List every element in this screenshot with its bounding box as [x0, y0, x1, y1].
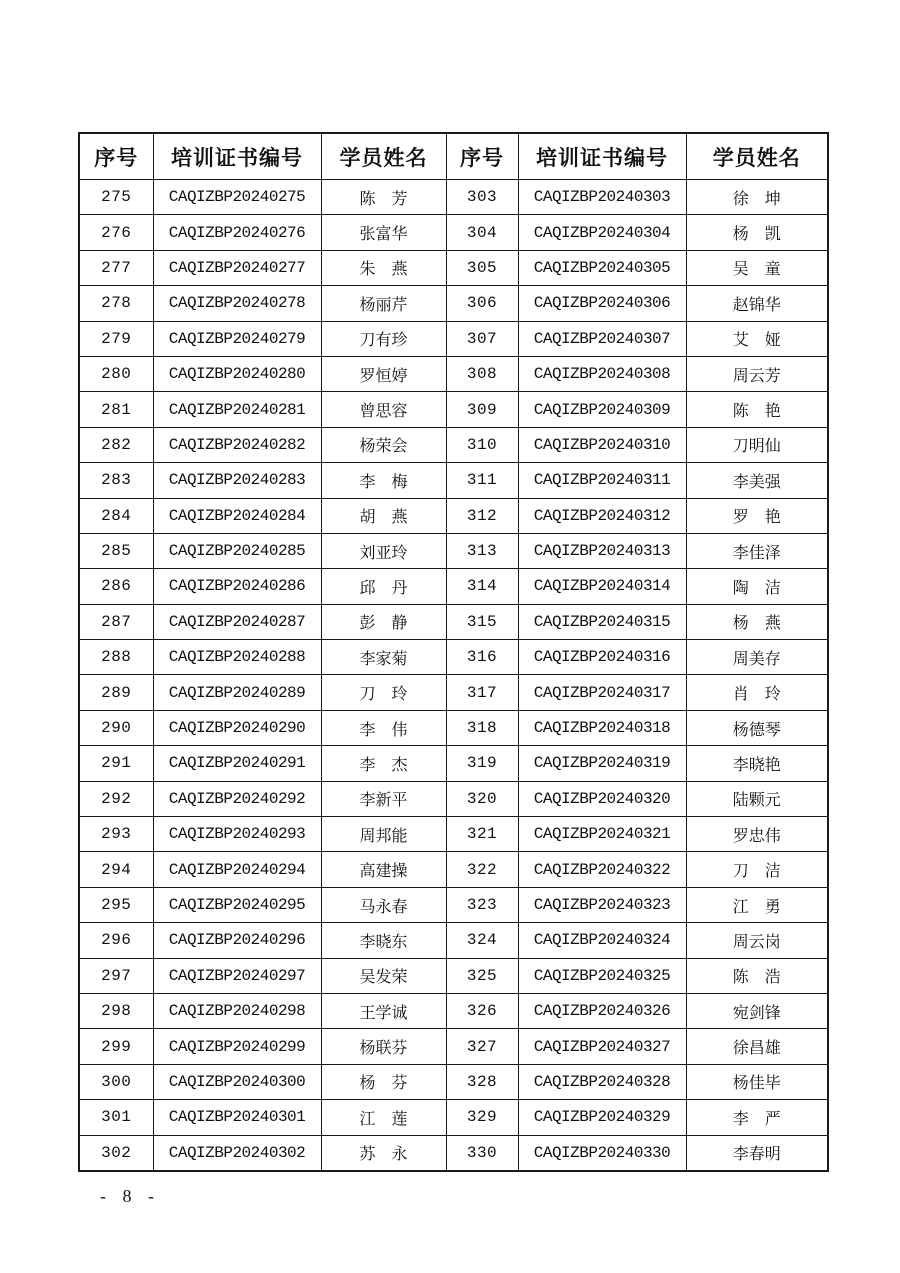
cert-number-cell-left: CAQIZBP20240301 [153, 1100, 321, 1135]
cert-number-cell-right: CAQIZBP20240305 [518, 250, 686, 285]
serial-cell-right: 325 [446, 958, 518, 993]
table-row [79, 993, 828, 1028]
cert-number-cell-left: CAQIZBP20240302 [153, 1135, 321, 1171]
student-name-cell-right: 徐昌雄 [686, 1029, 828, 1064]
student-name-cell-right: 杨德琴 [686, 710, 828, 745]
student-name-cell-right: 周云岗 [686, 923, 828, 958]
table-row [79, 569, 828, 604]
table-row [79, 852, 828, 887]
serial-cell-right: 330 [446, 1135, 518, 1171]
student-name-cell-left: 杨荣会 [321, 427, 446, 462]
certificate-roster [78, 132, 827, 1172]
table-row [79, 817, 828, 852]
table-row [79, 958, 828, 993]
student-name-cell-right: 李佳泽 [686, 533, 828, 568]
student-name-cell-right: 肖 玲 [686, 675, 828, 710]
cert-number-cell-right: CAQIZBP20240322 [518, 852, 686, 887]
table-row [79, 1100, 828, 1135]
cert-number-cell-left: CAQIZBP20240292 [153, 781, 321, 816]
serial-cell-left: 297 [79, 958, 153, 993]
student-name-cell-right: 宛剑锋 [686, 993, 828, 1028]
serial-cell-right: 305 [446, 250, 518, 285]
serial-cell-right: 319 [446, 746, 518, 781]
table-header-row [79, 133, 828, 180]
student-name-cell-right: 李美强 [686, 463, 828, 498]
cert-number-cell-right: CAQIZBP20240314 [518, 569, 686, 604]
column-header-cert-right: 培训证书编号 [518, 133, 686, 180]
serial-cell-right: 313 [446, 533, 518, 568]
table-row [79, 215, 828, 250]
cert-number-cell-right: CAQIZBP20240318 [518, 710, 686, 745]
serial-cell-left: 296 [79, 923, 153, 958]
cert-number-cell-right: CAQIZBP20240326 [518, 993, 686, 1028]
serial-cell-left: 286 [79, 569, 153, 604]
cert-number-cell-right: CAQIZBP20240312 [518, 498, 686, 533]
student-name-cell-right: 艾 娅 [686, 321, 828, 356]
cert-number-cell-right: CAQIZBP20240311 [518, 463, 686, 498]
student-name-cell-right: 周美存 [686, 640, 828, 675]
cert-number-cell-right: CAQIZBP20240324 [518, 923, 686, 958]
student-name-cell-left: 朱 燕 [321, 250, 446, 285]
cert-number-cell-left: CAQIZBP20240286 [153, 569, 321, 604]
cert-number-cell-left: CAQIZBP20240297 [153, 958, 321, 993]
serial-cell-right: 328 [446, 1064, 518, 1099]
student-name-cell-left: 李家菊 [321, 640, 446, 675]
cert-number-cell-right: CAQIZBP20240307 [518, 321, 686, 356]
serial-cell-right: 318 [446, 710, 518, 745]
cert-number-cell-left: CAQIZBP20240279 [153, 321, 321, 356]
cert-number-cell-right: CAQIZBP20240329 [518, 1100, 686, 1135]
student-name-cell-left: 马永春 [321, 887, 446, 922]
cert-number-cell-right: CAQIZBP20240313 [518, 533, 686, 568]
serial-cell-right: 316 [446, 640, 518, 675]
serial-cell-right: 329 [446, 1100, 518, 1135]
student-name-cell-left: 陈 芳 [321, 180, 446, 215]
student-name-cell-right: 杨 凯 [686, 215, 828, 250]
cert-number-cell-right: CAQIZBP20240328 [518, 1064, 686, 1099]
serial-cell-left: 282 [79, 427, 153, 462]
serial-cell-right: 303 [446, 180, 518, 215]
student-name-cell-right: 吴 童 [686, 250, 828, 285]
cert-number-cell-left: CAQIZBP20240299 [153, 1029, 321, 1064]
table-body [79, 180, 828, 1171]
table-row [79, 604, 828, 639]
cert-number-cell-left: CAQIZBP20240288 [153, 640, 321, 675]
cert-number-cell-left: CAQIZBP20240278 [153, 286, 321, 321]
serial-cell-right: 324 [446, 923, 518, 958]
serial-cell-left: 291 [79, 746, 153, 781]
student-name-cell-left: 王学诚 [321, 993, 446, 1028]
cert-number-cell-right: CAQIZBP20240327 [518, 1029, 686, 1064]
serial-cell-right: 320 [446, 781, 518, 816]
cert-number-cell-left: CAQIZBP20240298 [153, 993, 321, 1028]
student-name-cell-right: 陆颗元 [686, 781, 828, 816]
student-name-cell-right: 李 严 [686, 1100, 828, 1135]
table-row [79, 286, 828, 321]
cert-number-cell-left: CAQIZBP20240276 [153, 215, 321, 250]
serial-cell-right: 310 [446, 427, 518, 462]
serial-cell-left: 279 [79, 321, 153, 356]
table-row [79, 498, 828, 533]
column-header-cert-left: 培训证书编号 [153, 133, 321, 180]
cert-number-cell-left: CAQIZBP20240294 [153, 852, 321, 887]
serial-cell-right: 304 [446, 215, 518, 250]
student-name-cell-left: 刀 玲 [321, 675, 446, 710]
student-name-cell-left: 李晓东 [321, 923, 446, 958]
cert-number-cell-right: CAQIZBP20240330 [518, 1135, 686, 1171]
student-name-cell-right: 赵锦华 [686, 286, 828, 321]
column-header-name-right: 学员姓名 [686, 133, 828, 180]
table-row [79, 781, 828, 816]
student-name-cell-left: 罗恒婷 [321, 356, 446, 391]
cert-number-cell-left: CAQIZBP20240296 [153, 923, 321, 958]
serial-cell-left: 288 [79, 640, 153, 675]
serial-cell-right: 321 [446, 817, 518, 852]
serial-cell-right: 327 [446, 1029, 518, 1064]
cert-number-cell-right: CAQIZBP20240316 [518, 640, 686, 675]
serial-cell-right: 308 [446, 356, 518, 391]
serial-cell-left: 287 [79, 604, 153, 639]
cert-number-cell-left: CAQIZBP20240284 [153, 498, 321, 533]
student-name-cell-left: 胡 燕 [321, 498, 446, 533]
serial-cell-left: 281 [79, 392, 153, 427]
cert-number-cell-left: CAQIZBP20240277 [153, 250, 321, 285]
serial-cell-left: 300 [79, 1064, 153, 1099]
table-row [79, 1029, 828, 1064]
serial-cell-right: 314 [446, 569, 518, 604]
cert-number-cell-left: CAQIZBP20240281 [153, 392, 321, 427]
cert-number-cell-left: CAQIZBP20240290 [153, 710, 321, 745]
student-name-cell-right: 罗 艳 [686, 498, 828, 533]
student-name-cell-left: 苏 永 [321, 1135, 446, 1171]
serial-cell-left: 292 [79, 781, 153, 816]
table-row [79, 1135, 828, 1171]
page-number: - 8 - [100, 1186, 160, 1206]
serial-cell-left: 289 [79, 675, 153, 710]
cert-number-cell-left: CAQIZBP20240293 [153, 817, 321, 852]
student-name-cell-left: 高建操 [321, 852, 446, 887]
student-name-cell-right: 刀明仙 [686, 427, 828, 462]
student-name-cell-left: 周邦能 [321, 817, 446, 852]
cert-number-cell-left: CAQIZBP20240282 [153, 427, 321, 462]
table-row [79, 640, 828, 675]
student-name-cell-right: 陈 浩 [686, 958, 828, 993]
cert-number-cell-right: CAQIZBP20240310 [518, 427, 686, 462]
cert-number-cell-left: CAQIZBP20240289 [153, 675, 321, 710]
student-name-cell-left: 杨联芬 [321, 1029, 446, 1064]
serial-cell-left: 299 [79, 1029, 153, 1064]
serial-cell-right: 326 [446, 993, 518, 1028]
serial-cell-right: 312 [446, 498, 518, 533]
student-name-cell-right: 刀 洁 [686, 852, 828, 887]
cert-number-cell-left: CAQIZBP20240285 [153, 533, 321, 568]
cert-number-cell-right: CAQIZBP20240315 [518, 604, 686, 639]
cert-number-cell-right: CAQIZBP20240319 [518, 746, 686, 781]
serial-cell-right: 323 [446, 887, 518, 922]
cert-number-cell-right: CAQIZBP20240303 [518, 180, 686, 215]
table-row [79, 675, 828, 710]
student-name-cell-right: 李晓艳 [686, 746, 828, 781]
serial-cell-left: 301 [79, 1100, 153, 1135]
serial-cell-left: 285 [79, 533, 153, 568]
student-name-cell-right: 杨佳毕 [686, 1064, 828, 1099]
serial-cell-right: 307 [446, 321, 518, 356]
serial-cell-left: 293 [79, 817, 153, 852]
cert-number-cell-right: CAQIZBP20240323 [518, 887, 686, 922]
serial-cell-right: 306 [446, 286, 518, 321]
serial-cell-right: 317 [446, 675, 518, 710]
cert-number-cell-left: CAQIZBP20240295 [153, 887, 321, 922]
serial-cell-right: 309 [446, 392, 518, 427]
serial-cell-left: 275 [79, 180, 153, 215]
cert-number-cell-right: CAQIZBP20240306 [518, 286, 686, 321]
table-row [79, 746, 828, 781]
serial-cell-left: 283 [79, 463, 153, 498]
student-name-cell-left: 吴发荣 [321, 958, 446, 993]
student-name-cell-left: 江 莲 [321, 1100, 446, 1135]
serial-cell-right: 322 [446, 852, 518, 887]
table-row [79, 356, 828, 391]
serial-cell-right: 315 [446, 604, 518, 639]
serial-cell-left: 276 [79, 215, 153, 250]
table-row [79, 463, 828, 498]
table-row [79, 180, 828, 215]
student-name-cell-right: 陈 艳 [686, 392, 828, 427]
serial-cell-left: 298 [79, 993, 153, 1028]
student-name-cell-left: 刘亚玲 [321, 533, 446, 568]
table-row [79, 533, 828, 568]
table-row [79, 1064, 828, 1099]
student-name-cell-left: 刀有珍 [321, 321, 446, 356]
serial-cell-left: 290 [79, 710, 153, 745]
student-name-cell-right: 李春明 [686, 1135, 828, 1171]
student-name-cell-left: 邱 丹 [321, 569, 446, 604]
table-row [79, 710, 828, 745]
serial-cell-left: 277 [79, 250, 153, 285]
serial-cell-left: 295 [79, 887, 153, 922]
serial-cell-left: 294 [79, 852, 153, 887]
student-name-cell-right: 陶 洁 [686, 569, 828, 604]
cert-number-cell-left: CAQIZBP20240291 [153, 746, 321, 781]
student-name-cell-left: 杨丽芹 [321, 286, 446, 321]
column-header-serial-right: 序号 [446, 133, 518, 180]
column-header-serial-left: 序号 [79, 133, 153, 180]
student-name-cell-right: 周云芳 [686, 356, 828, 391]
student-name-cell-left: 张富华 [321, 215, 446, 250]
student-name-cell-left: 李 梅 [321, 463, 446, 498]
table-row [79, 887, 828, 922]
student-name-cell-left: 李 伟 [321, 710, 446, 745]
student-name-cell-left: 曾思容 [321, 392, 446, 427]
serial-cell-left: 278 [79, 286, 153, 321]
serial-cell-left: 284 [79, 498, 153, 533]
student-name-cell-left: 李 杰 [321, 746, 446, 781]
cert-number-cell-right: CAQIZBP20240317 [518, 675, 686, 710]
cert-number-cell-right: CAQIZBP20240304 [518, 215, 686, 250]
cert-number-cell-right: CAQIZBP20240320 [518, 781, 686, 816]
cert-number-cell-right: CAQIZBP20240325 [518, 958, 686, 993]
student-name-cell-right: 徐 坤 [686, 180, 828, 215]
table-row [79, 250, 828, 285]
certificate-table [78, 132, 829, 1172]
student-name-cell-right: 杨 燕 [686, 604, 828, 639]
student-name-cell-left: 杨 芬 [321, 1064, 446, 1099]
student-name-cell-right: 罗忠伟 [686, 817, 828, 852]
cert-number-cell-right: CAQIZBP20240308 [518, 356, 686, 391]
serial-cell-left: 280 [79, 356, 153, 391]
cert-number-cell-left: CAQIZBP20240283 [153, 463, 321, 498]
cert-number-cell-left: CAQIZBP20240275 [153, 180, 321, 215]
student-name-cell-right: 江 勇 [686, 887, 828, 922]
table-row [79, 392, 828, 427]
table-row [79, 427, 828, 462]
serial-cell-left: 302 [79, 1135, 153, 1171]
student-name-cell-left: 李新平 [321, 781, 446, 816]
cert-number-cell-right: CAQIZBP20240309 [518, 392, 686, 427]
cert-number-cell-right: CAQIZBP20240321 [518, 817, 686, 852]
serial-cell-right: 311 [446, 463, 518, 498]
student-name-cell-left: 彭 静 [321, 604, 446, 639]
table-row [79, 923, 828, 958]
column-header-name-left: 学员姓名 [321, 133, 446, 180]
cert-number-cell-left: CAQIZBP20240280 [153, 356, 321, 391]
cert-number-cell-left: CAQIZBP20240300 [153, 1064, 321, 1099]
cert-number-cell-left: CAQIZBP20240287 [153, 604, 321, 639]
table-row [79, 321, 828, 356]
